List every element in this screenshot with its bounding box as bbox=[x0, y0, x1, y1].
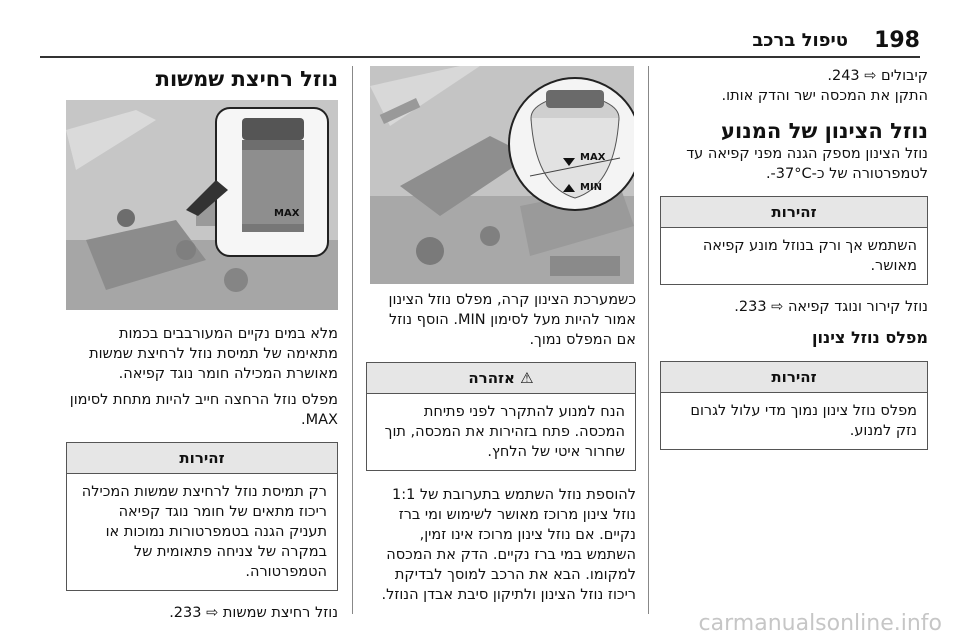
coolant-refill-body: להוספת נוזל השתמש בתערובת של 1:1 נוזל צינון מרוכז מאושר לשימוש ומי ברז נקיים. אם נוזל צינון מרוכז אינו זמין, השתמש במי ברז נקיים. הדק את המכסה למקומו. הבא את הרכב למוסך לבדיקת ריכוז נוזל הצינון ולתיקון סיבת אבדן הנוזל. bbox=[381, 487, 636, 603]
watermark: carmanualsonline.info bbox=[698, 611, 942, 636]
right-column bbox=[660, 66, 928, 450]
danger-title: אזהרה bbox=[468, 369, 515, 387]
washer-reservoir-photo bbox=[66, 100, 338, 310]
column-divider-left bbox=[352, 66, 353, 614]
caution-body: רק תמיסת נוזל לרחיצת שמשות המכילה ריכוז מתאים של חומר נוגד קפיאה תעניק הגנה בטמפרטורות נמוכות או במקרה של צניחה פתאומית של הטמפרטורה. bbox=[81, 484, 327, 580]
left-column-title-area bbox=[66, 66, 338, 92]
washer-fill-body: מלא במים נקיים המעורבבים בכמות מתאימה של תמיסת נוזל לרחיצת שמשות מאושרת המכילה חומר נוגד קפיאה. bbox=[89, 326, 338, 382]
caution-body: השתמש אך ורק בנוזל מונע קפיאה מאושר. bbox=[702, 238, 917, 274]
caution-box-antifreeze bbox=[660, 196, 928, 285]
coolant-level-body: כשמערכת הצינון קרה, מפלס נוזל הצינון אמור להיות מעל לסימון MIN. הוסף נוזל אם המפלס נמוך. bbox=[388, 292, 636, 348]
coolant-reference-link[interactable]: נוזל קירור ונוגד קפיאה ⇨ 233. bbox=[734, 299, 928, 315]
max-marking-label: MAX bbox=[580, 152, 606, 163]
min-marking-label: MIN bbox=[580, 182, 603, 193]
chapter-title: טיפול ברכב bbox=[752, 30, 848, 51]
coolant-reservoir-photo bbox=[370, 66, 634, 284]
caution-box-level bbox=[660, 361, 928, 450]
danger-box bbox=[366, 362, 636, 471]
column-divider-right bbox=[648, 66, 649, 614]
page-number: 198 bbox=[874, 28, 920, 53]
caution-title: זהירות bbox=[661, 197, 927, 228]
caution-title: זהירות bbox=[661, 362, 927, 393]
coolant-level-title: מפלס נוזל צינון bbox=[811, 328, 928, 347]
caution-body: מפלס נוזל צינון נמוך מדי עלול לגרום נזק למנוע. bbox=[690, 403, 917, 439]
engine-bay-illustration bbox=[370, 66, 634, 284]
intro-line-2: התקן את המכסה ישר והדק אותו. bbox=[721, 88, 928, 104]
warning-triangle-icon: ⚠ bbox=[520, 369, 534, 387]
left-column bbox=[66, 324, 338, 623]
washer-level-body: מפלס נוזל הרחצה חייב להיות מתחת לסימון MAX. bbox=[69, 392, 338, 428]
header-divider bbox=[40, 56, 920, 58]
page-header bbox=[0, 0, 960, 62]
coolant-section-body: נוזל הצינון מספק הגנה מפני קפיאה עד לטמפרטורה של כ-37°C-. bbox=[686, 146, 928, 182]
intro-line-1: קיבולים ⇨ 243. bbox=[827, 68, 928, 84]
washer-reference-link[interactable]: נוזל רחיצת שמשות ⇨ 233. bbox=[169, 605, 338, 621]
danger-body: הנח למנוע להתקרר לפני פתיחת המכסה. פתח בזהירות את המכסה, תוך שחרור איטי של הלחץ. bbox=[384, 404, 625, 460]
washer-section-title: נוזל רחיצת שמשות bbox=[155, 67, 338, 91]
washer-max-marking-label: MAX bbox=[274, 208, 300, 219]
coolant-section-title: נוזל הצינון של המנוע bbox=[721, 119, 928, 143]
danger-title-row bbox=[367, 363, 635, 394]
washer-bay-illustration bbox=[66, 100, 338, 310]
caution-title: זהירות bbox=[67, 443, 337, 474]
caution-box-washer bbox=[66, 442, 338, 591]
middle-column bbox=[366, 290, 636, 605]
